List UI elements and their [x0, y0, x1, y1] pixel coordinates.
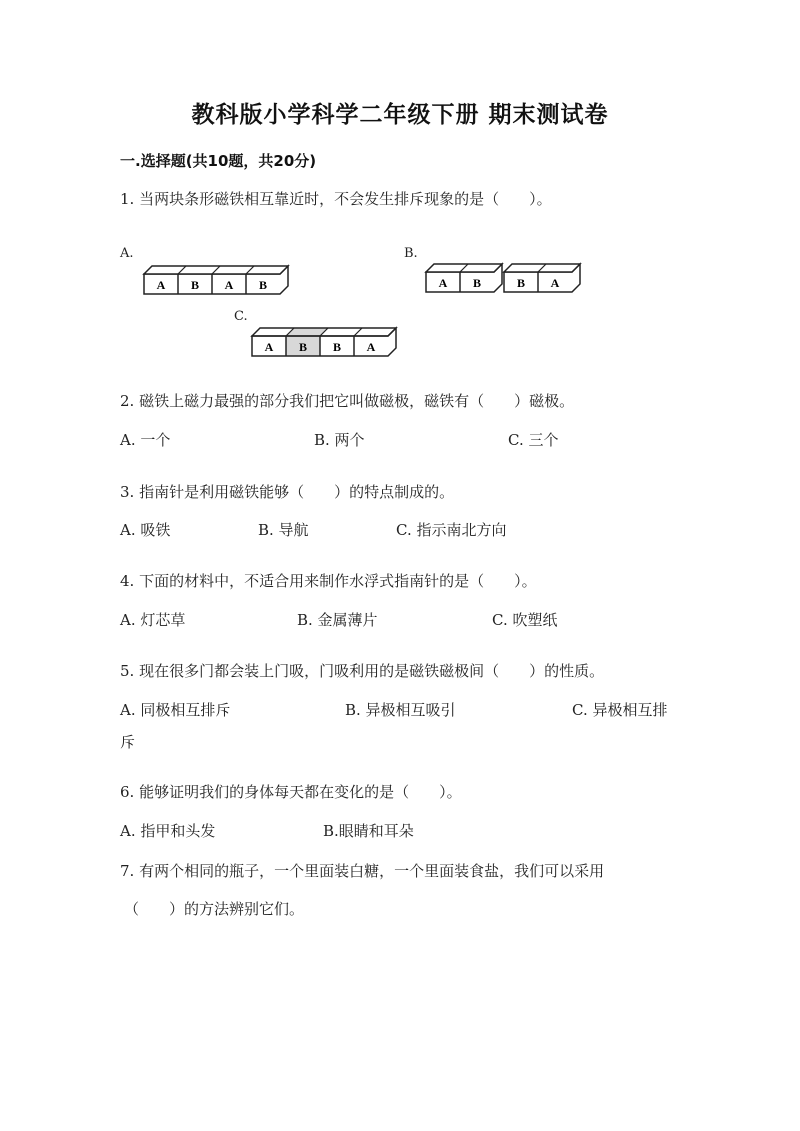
q4-option-b: B. 金属薄片 [297, 611, 378, 629]
q1c-block-4: A [366, 340, 376, 354]
q1a-block-2: B [190, 278, 200, 292]
q5-option-a: A. 同极相互排斥 [120, 701, 231, 719]
q1b-block-4: A [550, 276, 560, 290]
q1-option-a-magnets [140, 262, 292, 296]
q3-option-b: B. 导航 [258, 521, 309, 539]
q2-option-c: C. 三个 [508, 431, 559, 449]
q1c-block-2: B [298, 340, 308, 354]
q6-option-b: B.眼睛和耳朵 [323, 822, 414, 840]
q4-option-a: A. 灯芯草 [120, 611, 186, 629]
q1-option-c-magnets [248, 324, 400, 358]
q1-option-c-letter: C. [234, 309, 248, 324]
q1a-block-3: A [224, 278, 234, 292]
q3-option-a: A. 吸铁 [120, 521, 171, 539]
question-4-stem: 4. 下面的材料中，不适合用来制作水浮式指南针的是（ ）。 [120, 572, 537, 590]
q2-option-a: A. 一个 [120, 431, 171, 449]
q1-option-b-magnets [422, 260, 582, 294]
question-5-stem: 5. 现在很多门都会装上门吸，门吸利用的是磁铁磁极间（ ）的性质。 [120, 662, 605, 680]
q6-option-a: A. 指甲和头发 [120, 822, 216, 840]
q3-option-c: C. 指示南北方向 [396, 521, 507, 539]
page-title: 教科版小学科学二年级下册 期末测试卷 [191, 102, 609, 128]
question-7-stem: 7. 有两个相同的瓶子，一个里面装白糖，一个里面装食盐，我们可以采用 [120, 862, 605, 880]
q1-option-a-letter: A. [120, 246, 134, 261]
question-6-stem: 6. 能够证明我们的身体每天都在变化的是（ ）。 [120, 783, 462, 801]
q5-option-c-continuation: 斥 [120, 733, 136, 751]
q1b-block-1: A [438, 276, 448, 290]
q5-option-c: C. 异极相互排 [572, 701, 668, 719]
q4-option-c: C. 吹塑纸 [492, 611, 558, 629]
q2-option-b: B. 两个 [314, 431, 365, 449]
q1b-block-2: B [472, 276, 482, 290]
q1a-block-4: B [258, 278, 268, 292]
section-heading: 一.选择题(共10题，共20分) [120, 152, 317, 170]
q1c-block-3: B [332, 340, 342, 354]
question-1-stem: 1. 当两块条形磁铁相互靠近时，不会发生排斥现象的是（ ）。 [120, 190, 552, 208]
question-2-stem: 2. 磁铁上磁力最强的部分我们把它叫做磁极，磁铁有（ ）磁极。 [120, 392, 575, 410]
q1-option-b-letter: B. [404, 246, 418, 261]
question-3-stem: 3. 指南针是利用磁铁能够（ ）的特点制成的。 [120, 483, 455, 501]
question-7-stem-continuation: （ ）的方法辨别它们。 [124, 900, 305, 918]
q1b-block-3: B [516, 276, 526, 290]
q1a-block-1: A [156, 278, 166, 292]
q1c-block-1: A [264, 340, 274, 354]
q5-option-b: B. 异极相互吸引 [345, 701, 456, 719]
